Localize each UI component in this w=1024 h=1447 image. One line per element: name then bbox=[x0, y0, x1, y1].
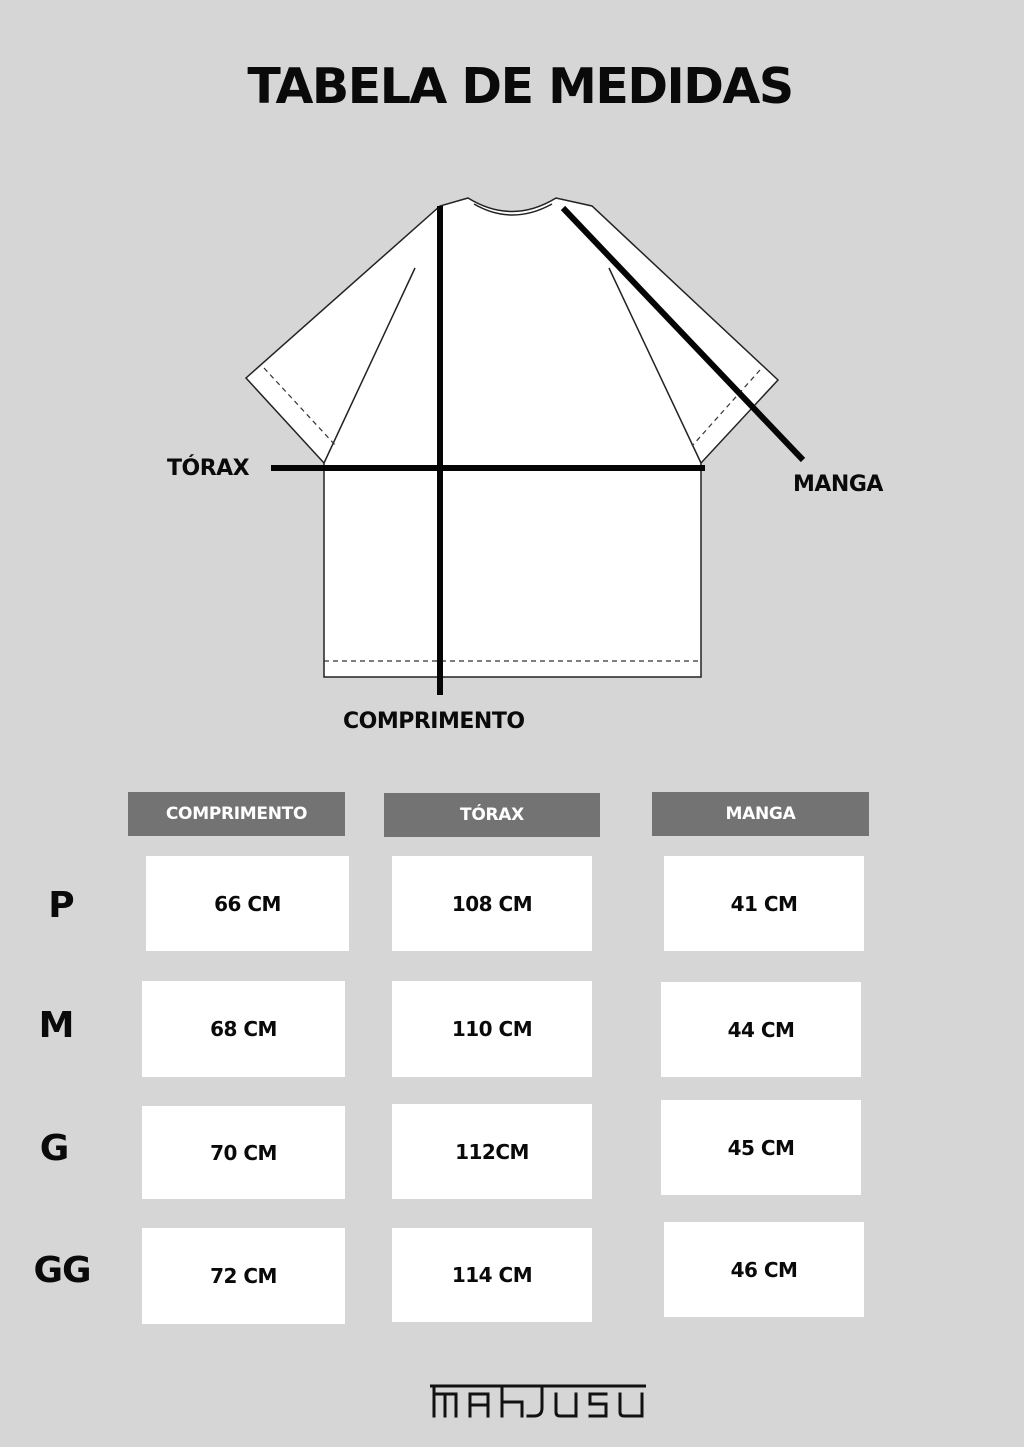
size-label-gg: GG bbox=[33, 1250, 91, 1291]
header-torax: TÓRAX bbox=[384, 793, 600, 837]
brand-logo bbox=[430, 1382, 646, 1420]
cell-p-torax: 108 CM bbox=[392, 856, 592, 951]
cell-p-comprimento: 66 CM bbox=[146, 856, 349, 951]
size-label-p: P bbox=[48, 885, 74, 926]
size-label-m: M bbox=[38, 1005, 74, 1046]
cell-gg-comprimento: 72 CM bbox=[142, 1228, 345, 1324]
cell-gg-torax: 114 CM bbox=[392, 1228, 592, 1322]
cell-g-torax: 112CM bbox=[392, 1104, 592, 1199]
cell-p-manga: 41 CM bbox=[664, 856, 864, 951]
comprimento-label: COMPRIMENTO bbox=[343, 709, 525, 734]
cell-gg-manga: 46 CM bbox=[664, 1222, 864, 1317]
tshirt-outline bbox=[246, 198, 778, 677]
cell-m-manga: 44 CM bbox=[661, 982, 861, 1077]
torax-label: TÓRAX bbox=[167, 456, 250, 481]
cell-m-comprimento: 68 CM bbox=[142, 981, 345, 1077]
size-label-g: G bbox=[39, 1128, 69, 1169]
manga-label: MANGA bbox=[793, 472, 883, 497]
header-manga: MANGA bbox=[652, 792, 869, 836]
cell-g-comprimento: 70 CM bbox=[142, 1106, 345, 1199]
cell-m-torax: 110 CM bbox=[392, 981, 592, 1077]
page-title: TABELA DE MEDIDAS bbox=[247, 58, 793, 115]
cell-g-manga: 45 CM bbox=[661, 1100, 861, 1195]
header-comprimento: COMPRIMENTO bbox=[128, 792, 345, 836]
